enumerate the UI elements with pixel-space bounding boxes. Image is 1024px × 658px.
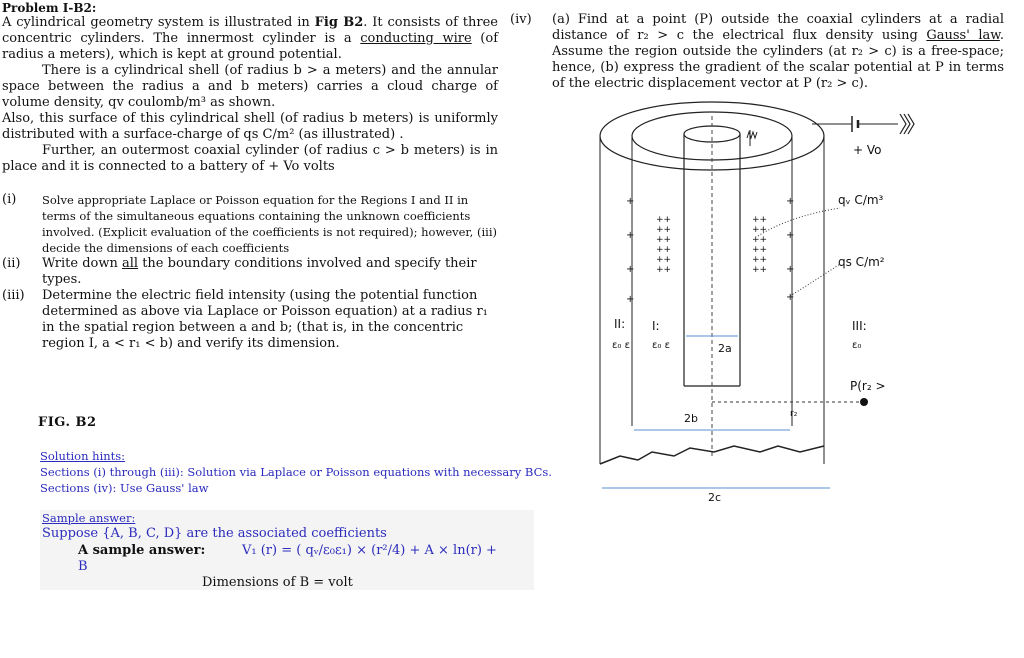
earth-icon: [900, 114, 914, 134]
eps-region-i: ε₀ ε: [652, 340, 670, 351]
hints-line-2: Sections (iv): Use Gauss' law: [40, 481, 209, 495]
solution-hints: [40, 448, 552, 496]
question-ii: (ii) Write down all the boundary conditions involved and specify their types.: [2, 256, 477, 287]
eps-region-iii: ε₀: [852, 340, 862, 351]
qs-label: qs C/m²: [838, 255, 885, 269]
sample-answer-box: [40, 510, 534, 590]
question-list: [2, 192, 498, 352]
dim-2a-label: 2a: [718, 342, 732, 355]
charge-plus: +: [786, 230, 795, 241]
hints-title: Solution hints:: [40, 449, 126, 463]
region-iii-label: III:: [852, 319, 867, 333]
sample-equation: V₁ (r) = ( qᵥ/ε₀ε₁) × (r²/4) + A × ln(r) +: [242, 543, 497, 558]
charges-region-ii: [626, 196, 794, 305]
charge-plus: +: [626, 230, 635, 241]
conducting-wire-term: conducting wire: [360, 31, 472, 46]
point-p-label: P(r₂ >: [850, 379, 886, 393]
intro-paragraph-3: Also, this surface of this cylindrical shell (of radius b meters) is uniformly distributed with a surface-charge of qs C/m² (as illustrated) .: [2, 111, 498, 142]
charge-plus: +: [626, 196, 635, 207]
charge-cluster: ++: [752, 225, 768, 235]
sample-title: Sample answer:: [42, 511, 136, 525]
dim-2c-label: 2c: [708, 491, 722, 504]
charge-cluster: ++: [656, 235, 672, 245]
intro-paragraph-2: There is a cylindrical shell (of radius b > a meters) and the annular space between the radius a and b meters) carries a cloud charge of volume density, qv coulomb/m³ as shown.: [2, 63, 498, 110]
charge-plus: +: [786, 264, 795, 275]
fig-ref: Fig B2: [314, 15, 364, 30]
charge-plus: +: [786, 292, 795, 303]
charge-cluster: ++: [656, 215, 672, 225]
charge-cluster: ++: [752, 255, 768, 265]
charge-cluster: ++: [752, 235, 768, 245]
vo-label: + Vo: [853, 143, 882, 157]
charge-plus: +: [626, 264, 635, 275]
question-iii: (iii) Determine the electric field intensity (using the potential function determined as above via Laplace or Poisson equation) at a radius r₁ in the spatial region between a and b; (that is, in the concentric region I, a < r₁ < b) and verify its dimension.: [2, 288, 488, 351]
hints-line-1: Sections (i) through (iii): Solution via Laplace or Poisson equations with necessary BCs.: [40, 465, 552, 479]
point-p-marker: [860, 398, 868, 406]
r2-label: r₂: [790, 409, 798, 419]
problem-intro: [2, 15, 498, 175]
charge-cluster: ++: [656, 225, 672, 235]
dim-2b-label: 2b: [684, 412, 698, 425]
ground-icon: [747, 132, 757, 138]
question-iv: (a) Find at a point (P) outside the coaxial cylinders at a radial distance of r₂ > c the electrical flux density using Gauss' law. Assume the region outside the cylinders (at r₂ > c) is a free-space; hence, (b) express the gradient of the scalar potential at P in terms of the electric displacement vector at P (r₂ > c).: [552, 12, 1004, 91]
intro-paragraph-1: A cylindrical geometry system is illustrated in Fig B2. It consists of three concentric cylinders. The innermost cylinder is a conducting wire (of radius a meters), which is kept at ground potential.: [2, 15, 499, 62]
charge-cluster: ++: [656, 255, 672, 265]
charge-cluster: ++: [752, 215, 768, 225]
charge-plus: +: [626, 294, 635, 305]
eps-region-ii: ε₀ ε: [612, 340, 630, 351]
region-ii-label: II:: [614, 317, 626, 331]
problem-title: Problem I-B2:: [2, 1, 97, 15]
question-iv-number: (iv): [510, 12, 532, 27]
question-i: (i) Solve appropriate Laplace or Poisson equation for the Regions I and II in terms of the simultaneous equations containing the unknown coefficients involved. (Explicit evaluation of the coefficients is not required); however, (iii) decide the dimensions of each coefficients: [2, 192, 497, 255]
charge-cluster: ++: [656, 265, 672, 275]
qv-leader: [758, 208, 840, 236]
figure-label: FIG. B2: [38, 415, 97, 430]
sample-line-1: Suppose {A, B, C, D} are the associated coefficients: [42, 526, 387, 541]
qv-label: qᵥ C/m³: [838, 193, 884, 207]
intro-paragraph-4: Further, an outermost coaxial cylinder (of radius c > b meters) is in place and it is connected to a battery of + Vo volts: [2, 143, 498, 174]
sample-label: A sample answer:: [78, 543, 206, 558]
charge-cluster: ++: [752, 245, 768, 255]
charge-cluster: ++: [656, 245, 672, 255]
charge-plus: +: [786, 196, 795, 207]
sample-equation-b: B: [78, 559, 88, 574]
charge-cluster: ++: [752, 265, 768, 275]
qs-leader: [790, 264, 840, 296]
region-i-label: I:: [652, 319, 660, 333]
sample-dimensions: Dimensions of B = volt: [202, 575, 353, 590]
cylinder-diagram: [590, 96, 1024, 506]
